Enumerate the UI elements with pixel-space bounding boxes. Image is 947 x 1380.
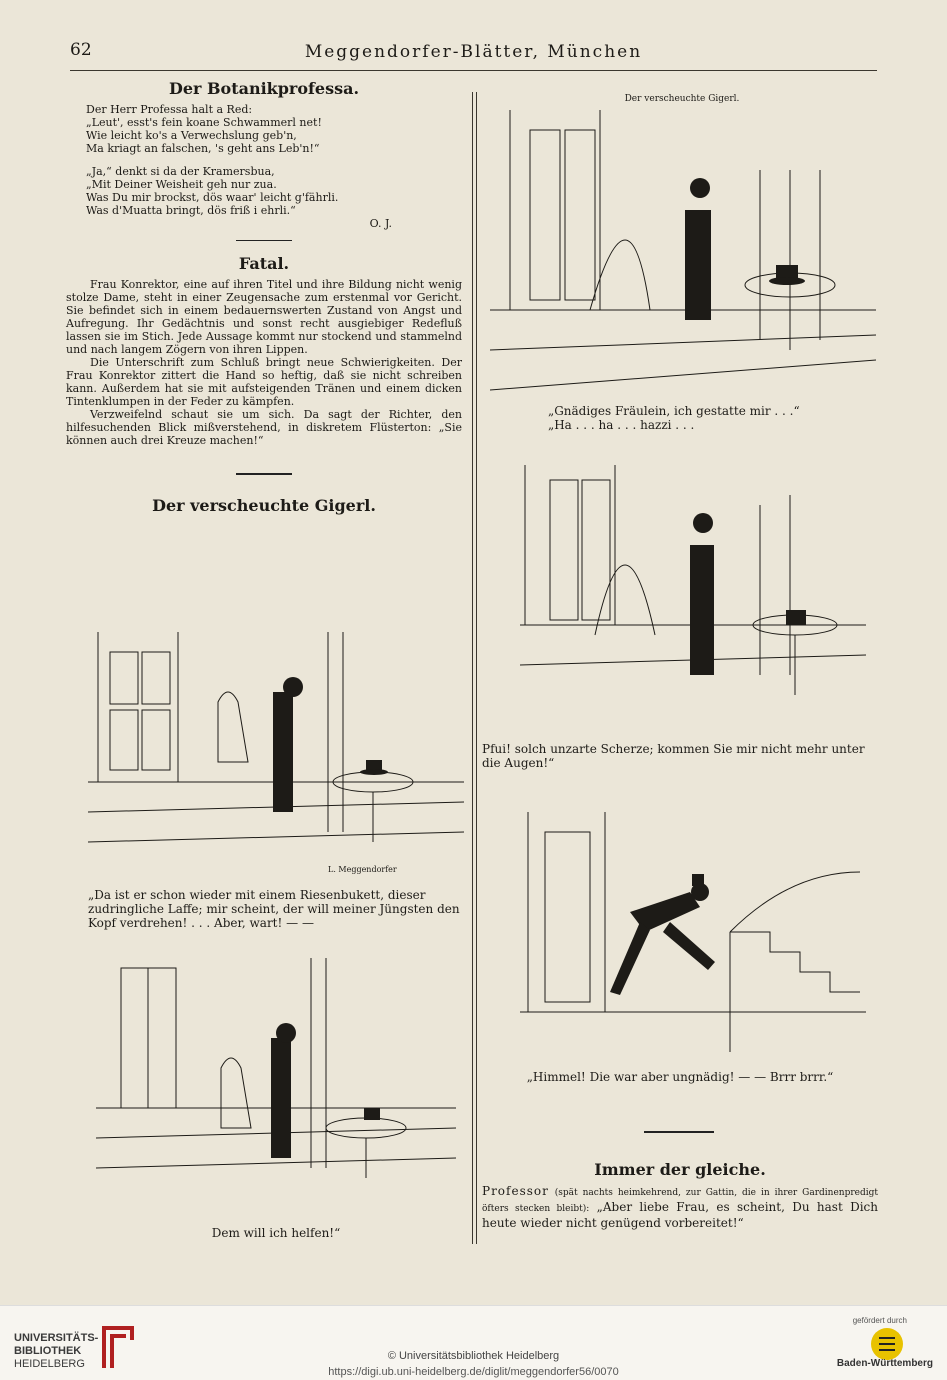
caption-4-block [482, 742, 878, 770]
illustration-title: Der verscheuchte Gigerl. [624, 94, 740, 104]
page-header [70, 40, 877, 71]
fatal-paragraph: Verzweifelnd schaut sie um sich. Da sagt der Richter, den hilfesuchenden Blick mißverstehend, in diskretem Flüsterton: „Sie können auch drei Kreuze machen!“ [66, 408, 462, 447]
divider [236, 473, 292, 475]
left-column [66, 79, 462, 515]
funder-name: Baden-Württemberg [836, 1358, 933, 1369]
gigerl-title: Der verscheuchte Gigerl. [152, 496, 376, 515]
divider [644, 1131, 714, 1133]
caption-2: Dem will ich helfen!“ [211, 1226, 341, 1240]
poem-line: Wie leicht ko's a Verwechslung geb'n, [86, 129, 297, 142]
fatal-paragraph: Die Unterschrift zum Schluß bringt neue Schwierigkeiten. Der Frau Konrektor zittert die Hand so heftig, daß sie nicht schreiben kann. Außerdem hat sie mit aufsteigenden Tränen und einem dicken Tintenklumpen in der Feder zu kämpfen. [66, 356, 462, 408]
library-logo-icon[interactable] [98, 1320, 138, 1370]
caption-3-block [548, 404, 878, 432]
fatal-title: Fatal. [238, 254, 290, 273]
caption-4: Pfui! solch unzarte Scherze; kommen Sie mir nicht mehr unter die Augen!“ [482, 742, 865, 770]
library-name: UNIVERSITÄTS- BIBLIOTHEK HEIDELBERG [14, 1332, 99, 1370]
illustration-father-with-snuff [96, 958, 456, 1218]
poem-title: Der Botanikprofessa. [168, 79, 360, 98]
baden-wuerttemberg-crest-icon [867, 1326, 907, 1362]
poem-line: „Leut', esst's fein koane Schwammerl net! [86, 116, 322, 129]
illustration-greeting-lady [490, 110, 876, 405]
poem-signature: O. J. [369, 217, 392, 230]
column-rule [472, 92, 473, 1244]
illustration-gentleman-with-bouquet [88, 632, 464, 882]
immer-speaker: Professor [482, 1184, 549, 1198]
page-number: 62 [70, 40, 92, 60]
artist-signature: L. Meggendorfer [328, 865, 397, 874]
copyright: © Universitätsbibliothek Heidelberg [387, 1350, 560, 1362]
fatal-paragraph: Frau Konrektor, eine auf ihren Titel und ihre Bildung nicht wenig stolze Dame, steht in einer Zeugensache zum erstenmal vor Gericht. Sie befindet sich in einem bedauernswerten Zustand von Angst und Aufregung. Ihr Gedächtnis und sonst recht ausgiebiger Redefluß lassen sie im Stich. Jede Aussage kommt nur stockend und stammelnd und nach langem Zögern von ihren Lippen. [66, 278, 462, 356]
caption-5-block [482, 1071, 878, 1084]
poem-line: Was d'Muatta bringt, dös friß i ehrli.“ [86, 204, 296, 217]
illustration-sneeze [520, 465, 866, 715]
caption-1: „Da ist er schon wieder mit einem Riesenbukett, dieser zudringliche Laffe; mir scheint, der will meiner Jüngsten den Kopf verdrehen! . . . Aber, wart! — — [88, 888, 460, 930]
poem-line: „Ja,“ denkt si da der Kramersbua, [86, 165, 275, 178]
journal-title: Meggendorfer-Blätter, München [304, 42, 643, 62]
divider [236, 240, 292, 241]
caption-1-block [88, 888, 464, 930]
right-title-block [486, 93, 878, 106]
illustration-running-away [520, 812, 866, 1052]
caption-3-line-2: „Ha . . . ha . . . hazzi . . . [548, 418, 695, 432]
poem-line: Der Herr Professa halt a Red: [86, 103, 253, 116]
poem-line: „Mit Deiner Weisheit geh nur zua. [86, 178, 277, 191]
permalink[interactable]: https://digi.ub.uni-heidelberg.de/diglit/meggendorfer56/0070 [328, 1366, 619, 1378]
caption-2-block [88, 1227, 464, 1240]
caption-5: „Himmel! Die war aber ungnädig! — — Brrr brrr.“ [526, 1070, 834, 1084]
poem-line: Ma kriagt an falschen, 's geht ans Leb'n!“ [86, 142, 320, 155]
fatal-text [66, 278, 462, 447]
caption-3-line-1: „Gnädiges Fräulein, ich gestatte mir . . .“ [548, 404, 800, 418]
funding-note: gefördert durch [852, 1316, 907, 1325]
immer-line: „Aber liebe Frau, es scheint, Du hast Dich heute wieder nicht genügend vorbereitet!“ [482, 1200, 879, 1230]
poem [66, 103, 462, 230]
column-rule-inner [476, 92, 477, 1244]
viewer-footer [0, 1305, 947, 1380]
poem-line: Was Du mir brockst, dös waar' leicht g'fährli. [86, 191, 339, 204]
immer-title: Immer der gleiche. [594, 1160, 766, 1179]
immer-stage-direction: (spät nachts heimkehrend, zur Gattin, die in ihrer Gardinenpredigt öfters stecken bleibt): [482, 1188, 878, 1214]
immer-section [482, 1160, 879, 1230]
